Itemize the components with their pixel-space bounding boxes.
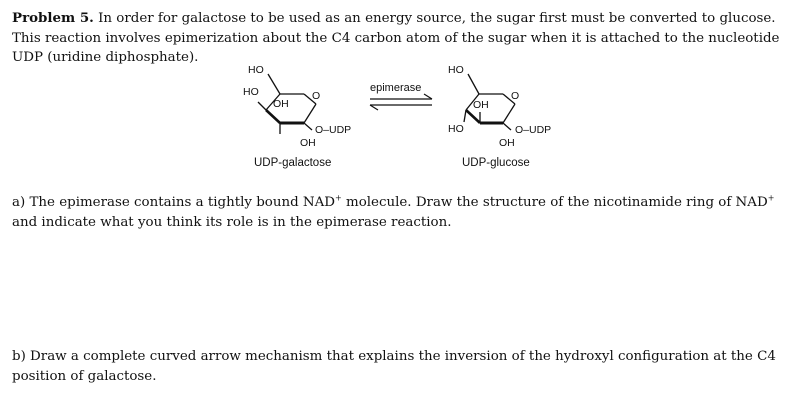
- glucose-ring-oh: OH: [473, 99, 489, 111]
- epimerization-figure: [236, 60, 586, 172]
- question-a-sup-1: +: [335, 193, 342, 203]
- udp-glucose-label: UDP-glucose: [462, 157, 530, 169]
- galactose-ring-oh: OH: [273, 98, 289, 110]
- question-a: [12, 193, 802, 232]
- problem-label: Problem 5.: [12, 10, 94, 26]
- question-a-text-2: molecule. Draw the structure of the nicotinamide ring of NAD: [341, 195, 768, 210]
- question-a-text-1: a) The epimerase contains a tightly bound NAD: [12, 195, 336, 210]
- question-b: [12, 347, 802, 386]
- galactose-oh-bottom: OH: [300, 137, 316, 149]
- problem-text: In order for galactose to be used as an energy source, the sugar first must be converted to glucose. This reaction involves epimerization about the C4 carbon atom of the sugar when it is attached to the nucleotide UDP (uridine diphosphate).: [12, 11, 780, 65]
- enzyme-label: epimerase: [370, 82, 422, 94]
- galactose-o-udp: O–UDP: [315, 124, 352, 136]
- reaction-scheme: [236, 60, 586, 172]
- glucose-ring-o: O: [511, 90, 520, 102]
- galactose-ho-mid: HO: [243, 86, 259, 98]
- question-a-sup-2: +: [767, 193, 775, 203]
- glucose-oh-bottom: OH: [499, 137, 515, 149]
- equilibrium-arrows: [370, 94, 432, 110]
- galactose-ring-o: O: [312, 90, 321, 102]
- glucose-o-udp: O–UDP: [515, 124, 552, 136]
- udp-galactose-label: UDP-galactose: [254, 157, 332, 169]
- problem-statement: [12, 9, 802, 68]
- glucose-ho-top: HO: [448, 64, 464, 76]
- question-a-text-3: and indicate what you think its role is in the epimerase reaction.: [12, 214, 452, 230]
- glucose-ho-low: HO: [448, 123, 464, 135]
- galactose-ho-top: HO: [248, 64, 264, 76]
- question-b-text: b) Draw a complete curved arrow mechanism that explains the inversion of the hydroxyl configuration at the C4 position of galactose.: [12, 349, 776, 384]
- udp-glucose-structure: [464, 74, 515, 130]
